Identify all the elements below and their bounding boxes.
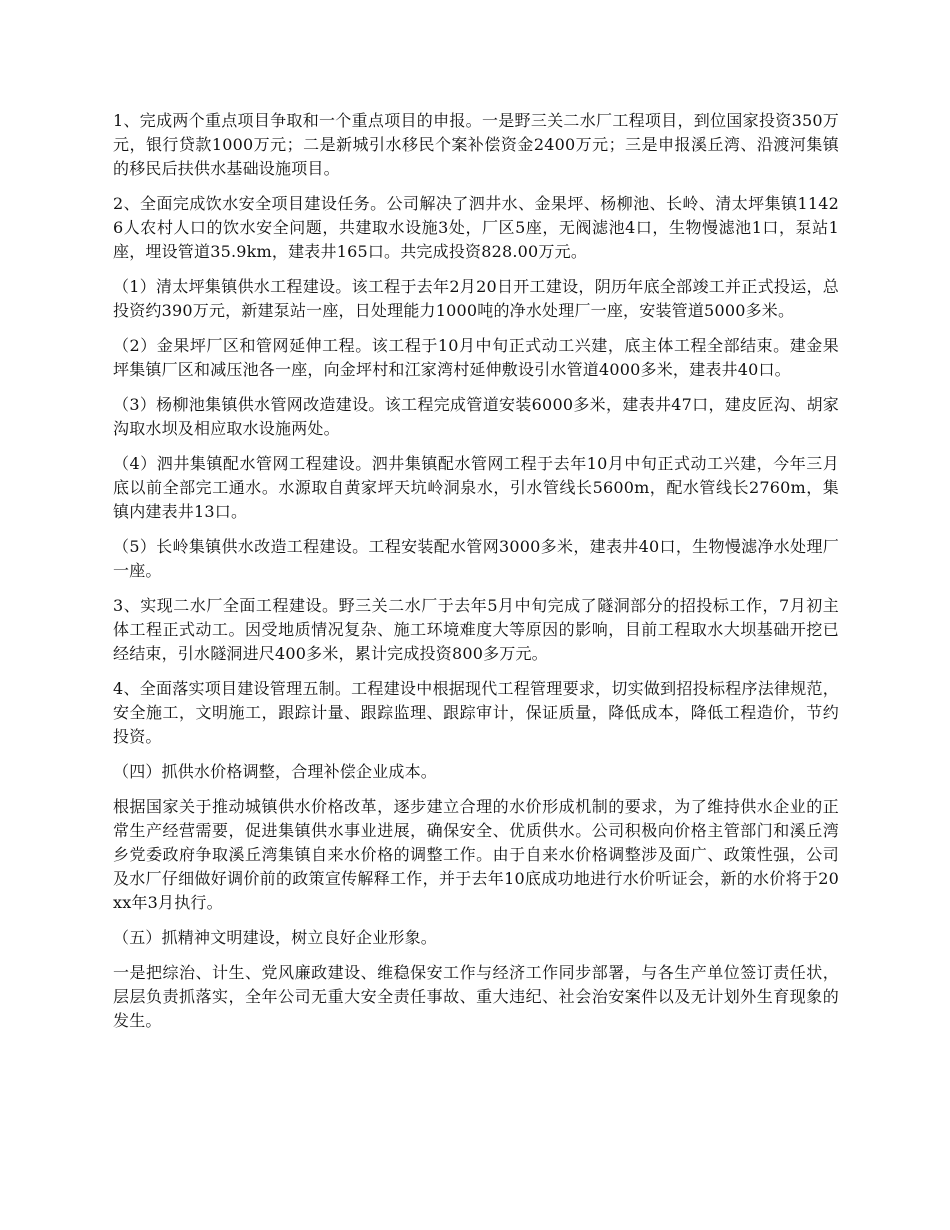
paragraph-comprehensive-management: 一是把综治、计生、党风廉政建设、维稳保安工作与经济工作同步部署，与各生产单位签订责任状，层层负责抓落实，全年公司无重大安全责任事故、重大违纪、社会治安案件以及无计划外生育现象的发生。 (113, 963, 839, 1030)
document-body (113, 109, 839, 1044)
paragraph-item-1-project-application: 1、完成两个重点项目争取和一个重点项目的申报。一是野三关二水厂工程项目，到位国家投资350万元，银行贷款1000万元；二是新城引水移民个案补偿资金2400万元；三是申报溪丘湾、沿渡河集镇的移民后扶供水基础设施项目。 (113, 111, 839, 178)
paragraph-sub-1-qingtaiping: （1）清太坪集镇供水工程建设。该工程于去年2月20日开工建设，阴历年底全部竣工并正式投运，总投资约390万元，新建泵站一座，日处理能力1000吨的净水处理厂一座，安装管道5000多米。 (113, 277, 839, 320)
paragraph-sub-5-changling: （5）长岭集镇供水改造工程建设。工程安装配水管网3000多米，建表井40口，生物慢滤净水处理厂一座。 (113, 537, 839, 580)
paragraph-item-3-second-water-plant: 3、实现二水厂全面工程建设。野三关二水厂于去年5月中旬完成了隧洞部分的招投标工作，7月初主体工程正式动工。因受地质情况复杂、施工环境难度大等原因的影响，目前工程取水大坝基础开挖已经结束，引水隧洞进尺400多米，累计完成投资800多万元。 (113, 596, 839, 663)
paragraph-sub-3-yangliuchi: （3）杨柳池集镇供水管网改造建设。该工程完成管道安装6000多米，建表井47口，建皮匠沟、胡家沟取水坝及相应取水设施两处。 (113, 395, 839, 438)
section-heading-water-price-adjustment: （四）抓供水价格调整，合理补偿企业成本。 (113, 762, 438, 781)
paragraph-item-4-project-management: 4、全面落实项目建设管理五制。工程建设中根据现代工程管理要求，切实做到招投标程序法律规范，安全施工，文明施工，跟踪计量、跟踪监理、跟踪审计，保证质量，降低成本，降低工程造价，节约投资。 (113, 679, 839, 746)
section-heading-spiritual-civilization: （五）抓精神文明建设，树立良好企业形象。 (113, 928, 438, 947)
paragraph-sub-2-jinguoping: （2）金果坪厂区和管网延伸工程。该工程于10月中旬正式动工兴建，底主体工程全部结束。建金果坪集镇厂区和减压池各一座，向金坪村和江家湾村延伸敷设引水管道4000多米，建表井40口。 (113, 336, 839, 379)
paragraph-sub-4-sijing: （4）泗井集镇配水管网工程建设。泗井集镇配水管网工程于去年10月中旬正式动工兴建，今年三月底以前全部完工通水。水源取自黄家坪天坑岭洞泉水，引水管线长5600m，配水管线长2760m，集镇内建表井13口。 (113, 454, 839, 521)
paragraph-item-2-drinking-water-safety: 2、全面完成饮水安全项目建设任务。公司解决了泗井水、金果坪、杨柳池、长岭、清太坪集镇11426人农村人口的饮水安全问题，共建取水设施3处，厂区5座，无阀滤池4口，生物慢滤池1口，泵站1座，埋设管道35.9km，建表井165口。共完成投资828.00万元。 (113, 194, 839, 261)
paragraph-water-price-reform: 根据国家关于推动城镇供水价格改革，逐步建立合理的水价形成机制的要求，为了维持供水企业的正常生产经营需要，促进集镇供水事业进展，确保安全、优质供水。公司积极向价格主管部门和溪丘湾乡党委政府争取溪丘湾集镇自来水价格的调整工作。由于自来水价格调整涉及面广、政策性强，公司及水厂仔细做好调价前的政策宣传解释工作，并于去年10底成功地进行水价听证会，新的水价将于20xx年3月执行。 (113, 797, 839, 912)
